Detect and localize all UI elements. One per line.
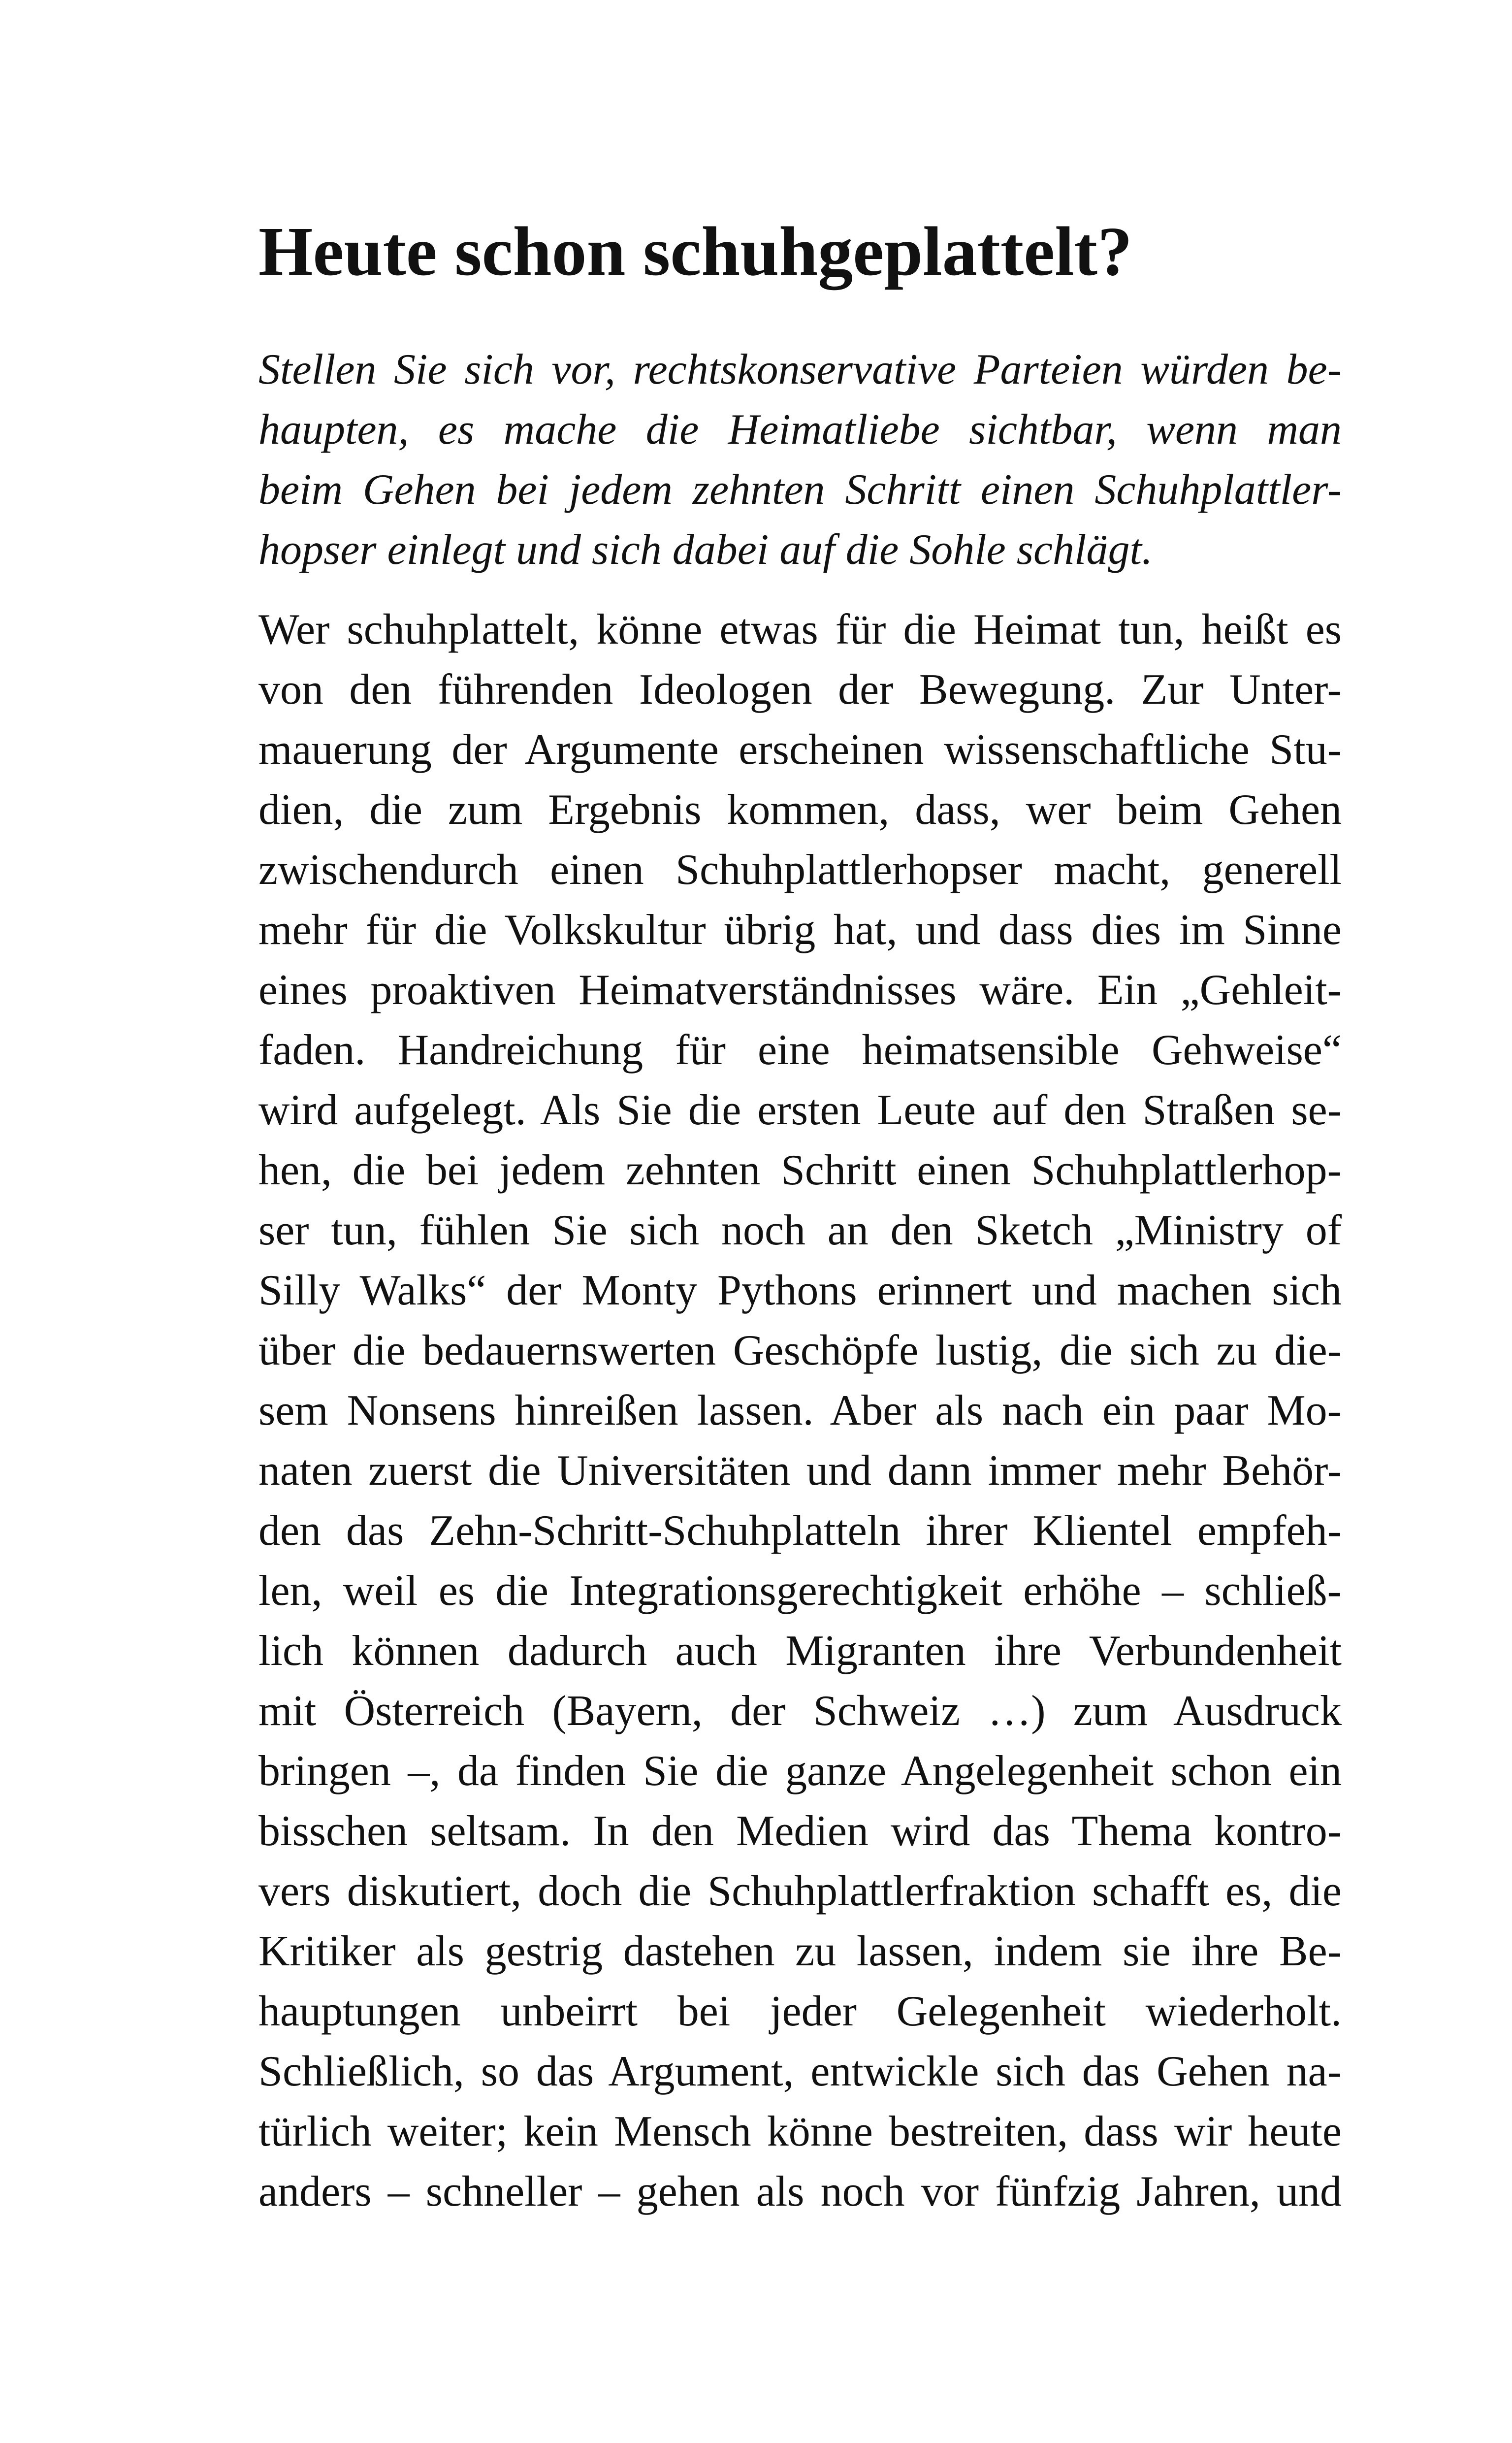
text-line: Schließlich, so das Argument, entwickle sich das Gehen na- [258, 2048, 1342, 2095]
text-line: Wer schuhplattelt, könne etwas für die Heimat tun, heißt es [258, 606, 1342, 653]
text-line: naten zuerst die Universitäten und dann immer mehr Behör- [258, 1447, 1342, 1495]
text-line: zwischendurch einen Schuhplattlerhopser macht, generell [258, 846, 1342, 894]
text-line: anders – schneller – gehen als noch vor fünfzig Jahren, und [258, 2168, 1342, 2215]
text-line: len, weil es die Integrationsgerechtigkeit erhöhe – schließ- [258, 1567, 1342, 1615]
text-line: ser tun, fühlen Sie sich noch an den Sketch „Ministry of [258, 1206, 1342, 1254]
text-line: hen, die bei jedem zehnten Schritt einen Schuhplattlerhop- [258, 1146, 1342, 1194]
text-line: faden. Handreichung für eine heimatsensible Gehweise“ [258, 1026, 1342, 1074]
text-line: von den führenden Ideologen der Bewegung. Zur Unter- [258, 666, 1342, 714]
text-line: hauptungen unbeirrt bei jeder Gelegenheit wiederholt. [258, 1987, 1342, 2035]
text-line: haupten, es mache die Heimatliebe sichtbar, wenn man [258, 406, 1342, 454]
text-line: mit Österreich (Bayern, der Schweiz …) zum Ausdruck [258, 1687, 1342, 1735]
text-line: bisschen seltsam. In den Medien wird das Thema kontro- [258, 1807, 1342, 1855]
text-line: über die bedauernswerten Geschöpfe lustig, die sich zu die- [258, 1327, 1342, 1374]
text-line: dien, die zum Ergebnis kommen, dass, wer beim Gehen [258, 786, 1342, 834]
text-line: bringen –, da finden Sie die ganze Angelegenheit schon ein [258, 1747, 1342, 1795]
text-line: Kritiker als gestrig dastehen zu lassen, indem sie ihre Be- [258, 1927, 1342, 1975]
body-paragraph [258, 600, 1342, 2222]
text-line: beim Gehen bei jedem zehnten Schritt einen Schuhplattler- [258, 466, 1342, 514]
text-line: sem Nonsens hinreißen lassen. Aber als nach ein paar Mo- [258, 1387, 1342, 1434]
text-line: türlich weiter; kein Mensch könne bestreiten, dass wir heute [258, 2108, 1342, 2155]
text-line: wird aufgelegt. Als Sie die ersten Leute auf den Straßen se- [258, 1086, 1342, 1134]
text-line: Stellen Sie sich vor, rechtskonservative Parteien würden be- [258, 346, 1342, 393]
intro-paragraph [258, 340, 1342, 580]
text-line: mehr für die Volkskultur übrig hat, und dass dies im Sinne [258, 906, 1342, 954]
text-line: eines proaktiven Heimatverständnisses wäre. Ein „Gehleit- [258, 966, 1342, 1014]
text-line: vers diskutiert, doch die Schuhplattlerfraktion schafft es, die [258, 1867, 1342, 1915]
text-line: lich können dadurch auch Migranten ihre Verbundenheit [258, 1627, 1342, 1675]
text-line: den das Zehn-Schritt-Schuhplatteln ihrer Klientel empfeh- [258, 1507, 1342, 1555]
text-line: hopser einlegt und sich dabei auf die Sohle schlägt. [258, 526, 1153, 574]
chapter-title: Heute schon schuhgeplattelt? [258, 212, 1132, 290]
text-line: Silly Walks“ der Monty Pythons erinnert und machen sich [258, 1267, 1342, 1314]
text-line: mauerung der Argumente erscheinen wissenschaftliche Stu- [258, 726, 1342, 774]
